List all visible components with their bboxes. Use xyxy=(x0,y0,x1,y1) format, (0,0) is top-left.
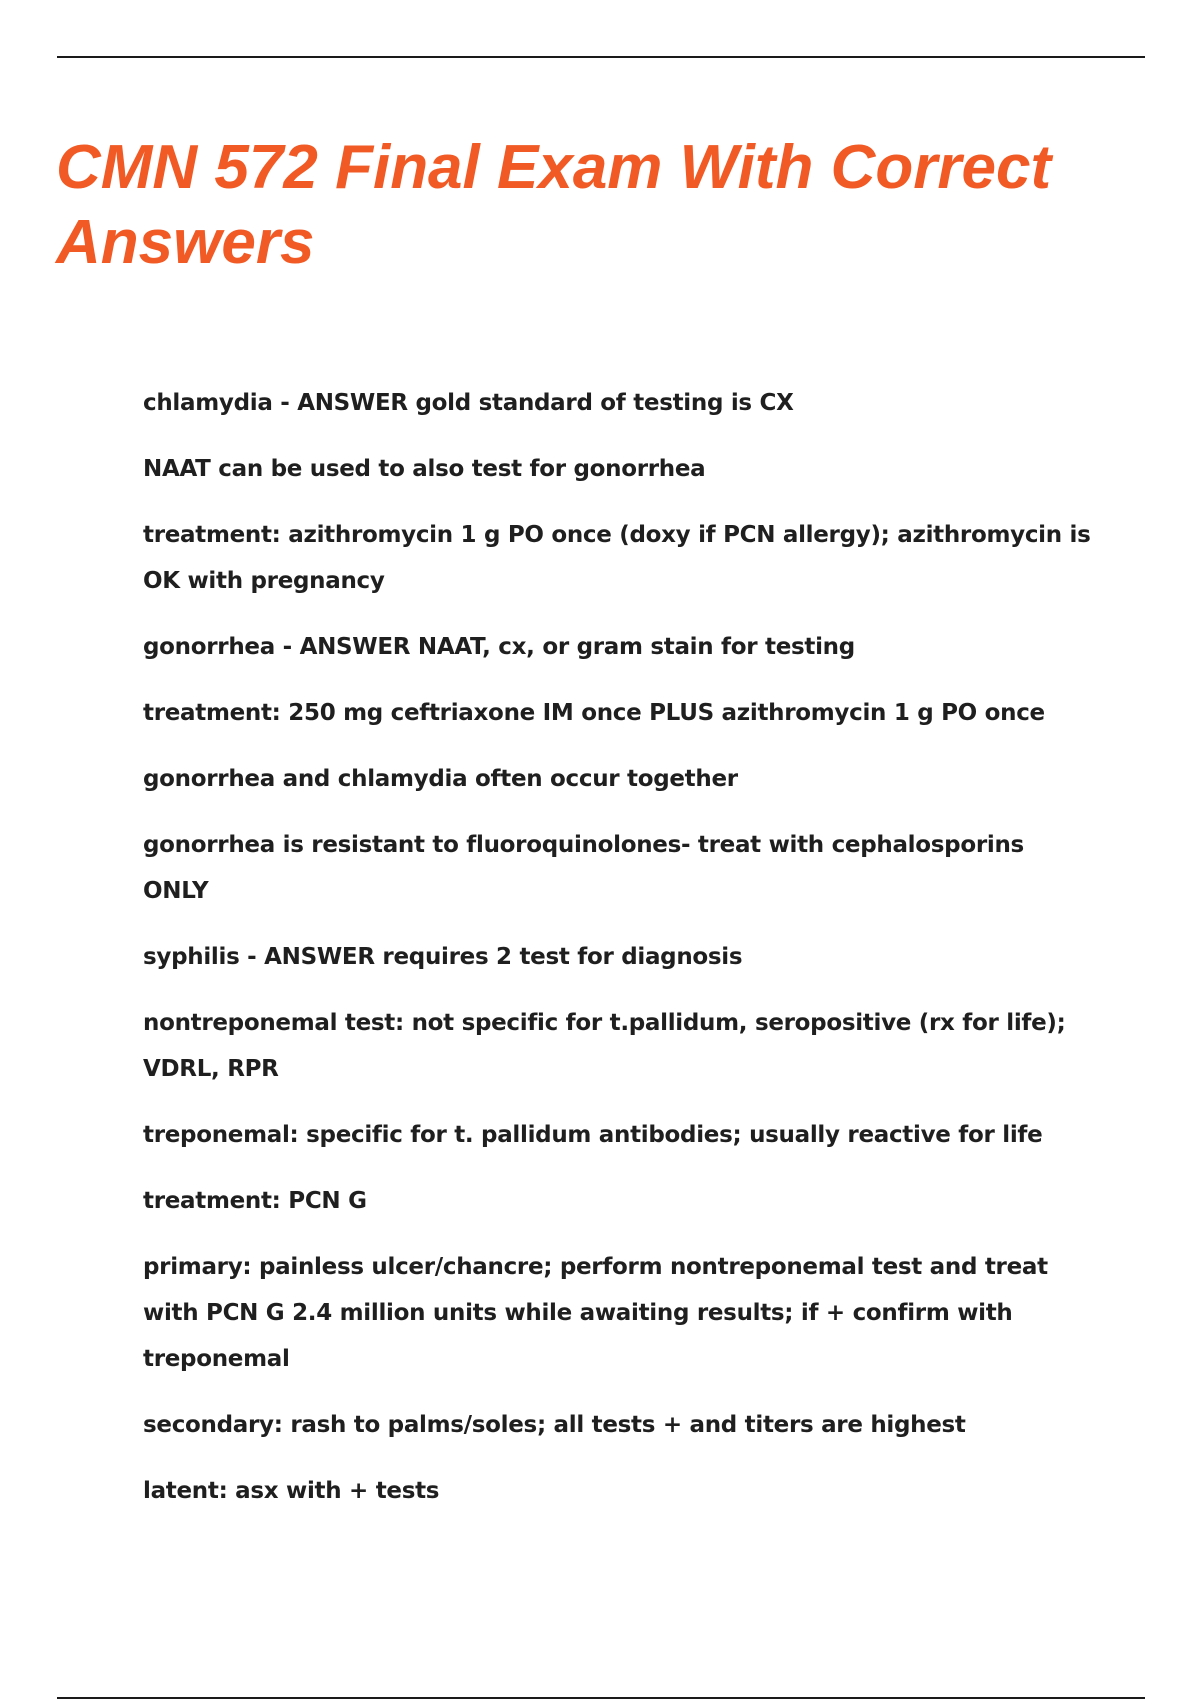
text-line: chlamydia - ANSWER gold standard of testing is CX xyxy=(143,390,794,416)
document-title: CMN 572 Final Exam With Correct Answers xyxy=(56,133,1052,277)
text-line: NAAT can be used to also test for gonorrhea xyxy=(143,456,706,482)
document-body xyxy=(143,380,1093,1534)
top-divider xyxy=(57,56,1145,58)
text-line: primary: painless ulcer/chancre; perform nontreponemal test and treat with PCN G 2.4 million units while awaiting results; if + confirm with treponemal xyxy=(143,1254,1048,1372)
text-line: syphilis - ANSWER requires 2 test for diagnosis xyxy=(143,944,743,970)
text-line: nontreponemal test: not specific for t.pallidum, seropositive (rx for life); VDRL, RPR xyxy=(143,1010,1066,1082)
text-line: latent: asx with + tests xyxy=(143,1478,440,1504)
text-line: treatment: 250 mg ceftriaxone IM once PLUS azithromycin 1 g PO once xyxy=(143,700,1045,726)
bottom-divider xyxy=(57,1697,1145,1699)
text-line: secondary: rash to palms/soles; all tests + and titers are highest xyxy=(143,1412,966,1438)
text-line: gonorrhea and chlamydia often occur together xyxy=(143,766,738,792)
text-line: gonorrhea - ANSWER NAAT, cx, or gram stain for testing xyxy=(143,634,855,660)
text-line: treponemal: specific for t. pallidum antibodies; usually reactive for life xyxy=(143,1122,1043,1148)
text-line: treatment: PCN G xyxy=(143,1188,367,1214)
text-line: treatment: azithromycin 1 g PO once (doxy if PCN allergy); azithromycin is OK with pregnancy xyxy=(143,522,1091,594)
text-line: gonorrhea is resistant to fluoroquinolones- treat with cephalosporins ONLY xyxy=(143,832,1024,904)
